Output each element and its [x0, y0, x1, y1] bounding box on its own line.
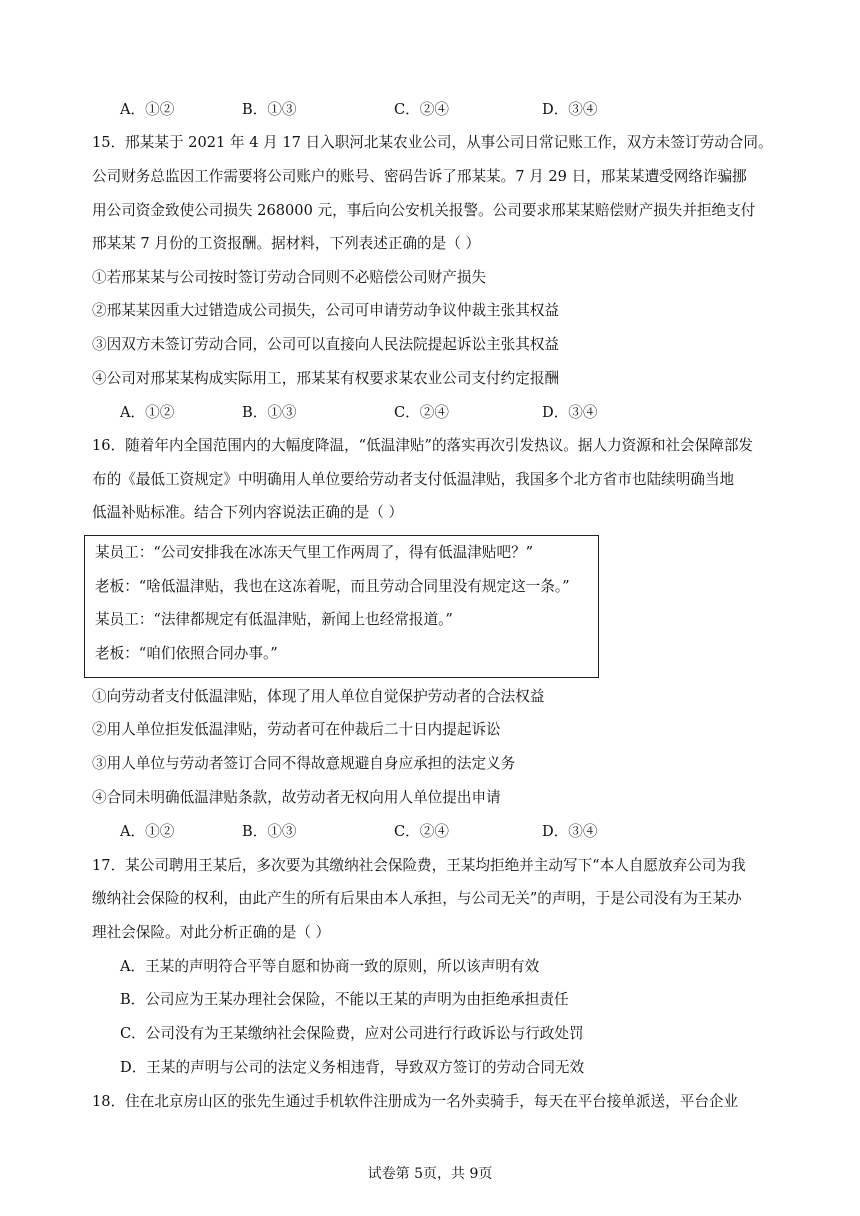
q15-option-b: B．①③	[242, 404, 297, 421]
q15-statement-3: ③因双方未签订劳动合同，公司可以直接向人民法院提起诉讼主张其权益	[92, 336, 560, 353]
q17-stem-line-1: 17．某公司聘用王某后，多次要为其缴纳社会保险费，王某均拒绝并主动写下“本人自愿放弃公司为我	[92, 857, 746, 874]
q15-stem-line-3: 用公司资金致使公司损失 268000 元，事后向公安机关报警。公司要求邢某某赔偿财产损失并拒绝支付	[92, 202, 756, 219]
q16-statement-3: ③用人单位与劳动者签订合同不得故意规避自身应承担的法定义务	[92, 755, 516, 772]
q15-statement-1: ①若邢某某与公司按时签订劳动合同则不必赔偿公司财产损失	[92, 269, 487, 286]
q17-stem-line-3: 理社会保险。对此分析正确的是（ ）	[92, 924, 331, 941]
q14-option-c: C．②④	[394, 101, 449, 118]
q17-choice-c: C．公司没有为王某缴纳社会保险费，应对公司进行行政诉讼与行政处罚	[120, 1025, 584, 1042]
q16-stem-line-1: 16．随着年内全国范围内的大幅度降温，“低温津贴”的落实再次引发热议。据人力资源和社会保障部发	[92, 437, 754, 454]
q14-option-d: D．③④	[542, 101, 598, 118]
q17-choice-b: B．公司应为王某办理社会保险，不能以王某的声明为由拒绝承担责任	[120, 991, 569, 1008]
q16-dialog-box	[84, 535, 599, 678]
q16-option-c: C．②④	[394, 823, 449, 840]
q16-stem-line-3: 低温补贴标准。结合下列内容说法正确的是（ ）	[92, 504, 404, 521]
q16-statement-4: ④合同未明确低温津贴条款，故劳动者无权向用人单位提出申请	[92, 789, 501, 806]
q16-option-d: D．③④	[542, 823, 598, 840]
dialog-line-boss-2: 老板：“咱们依照合同办事。”	[95, 645, 278, 662]
q17-choice-a: A．王某的声明符合平等自愿和协商一致的原则，所以该声明有效	[120, 958, 540, 975]
q18-stem-line-1: 18．住在北京房山区的张先生通过手机软件注册成为一名外卖骑手，每天在平台接单派送，平台企业	[92, 1093, 739, 1110]
q15-stem-line-1: 15．邢某某于 2021 年 4 月 17 日入职河北某农业公司，从事公司日常记账工作，双方未签订劳动合同。	[92, 134, 773, 151]
q16-statement-2: ②用人单位拒发低温津贴，劳动者可在仲裁后二十日内提起诉讼	[92, 721, 501, 738]
q15-statement-4: ④公司对邢某某构成实际用工，邢某某有权要求某农业公司支付约定报酬	[92, 370, 560, 387]
q15-stem-line-4: 邢某某 7 月份的工资报酬。据材料，下列表述正确的是（ ）	[92, 235, 481, 252]
q16-stem-line-2: 布的《最低工资规定》中明确用人单位要给劳动者支付低温津贴，我国多个北方省市也陆续明确当地	[92, 471, 735, 488]
q15-option-a: A．①②	[120, 404, 175, 421]
q17-choice-d: D．王某的声明与公司的法定义务相违背，导致双方签订的劳动合同无效	[120, 1059, 585, 1076]
q14-option-b: B．①③	[242, 101, 297, 118]
q15-stem-line-2: 公司财务总监因工作需要将公司账户的账号、密码告诉了邢某某。7 月 29 日，邢某某遭受网络诈骗挪	[92, 168, 747, 185]
q17-stem-line-2: 缴纳社会保险的权利，由此产生的所有后果由本人承担，与公司无关”的声明，于是公司没有为王某办	[92, 890, 742, 907]
dialog-line-employee-2: 某员工：“法律都规定有低温津贴，新闻上也经常报道。”	[95, 611, 453, 628]
q15-option-d: D．③④	[542, 404, 598, 421]
q15-option-c: C．②④	[394, 404, 449, 421]
q14-option-a: A．①②	[120, 101, 175, 118]
q15-statement-2: ②邢某某因重大过错造成公司损失，公司可申请劳动争议仲裁主张其权益	[92, 302, 560, 319]
q16-statement-1: ①向劳动者支付低温津贴，体现了用人单位自觉保护劳动者的合法权益	[92, 688, 545, 705]
q16-option-a: A．①②	[120, 823, 175, 840]
dialog-line-boss-1: 老板：“啥低温津贴，我也在这冻着呢，而且劳动合同里没有规定这一条。”	[95, 578, 570, 595]
dialog-line-employee-1: 某员工：“公司安排我在冰冻天气里工作两周了，得有低温津贴吧？”	[95, 544, 534, 561]
q16-option-b: B．①③	[242, 823, 297, 840]
page-footer: 试卷第 5页，共 9页	[367, 1166, 493, 1182]
